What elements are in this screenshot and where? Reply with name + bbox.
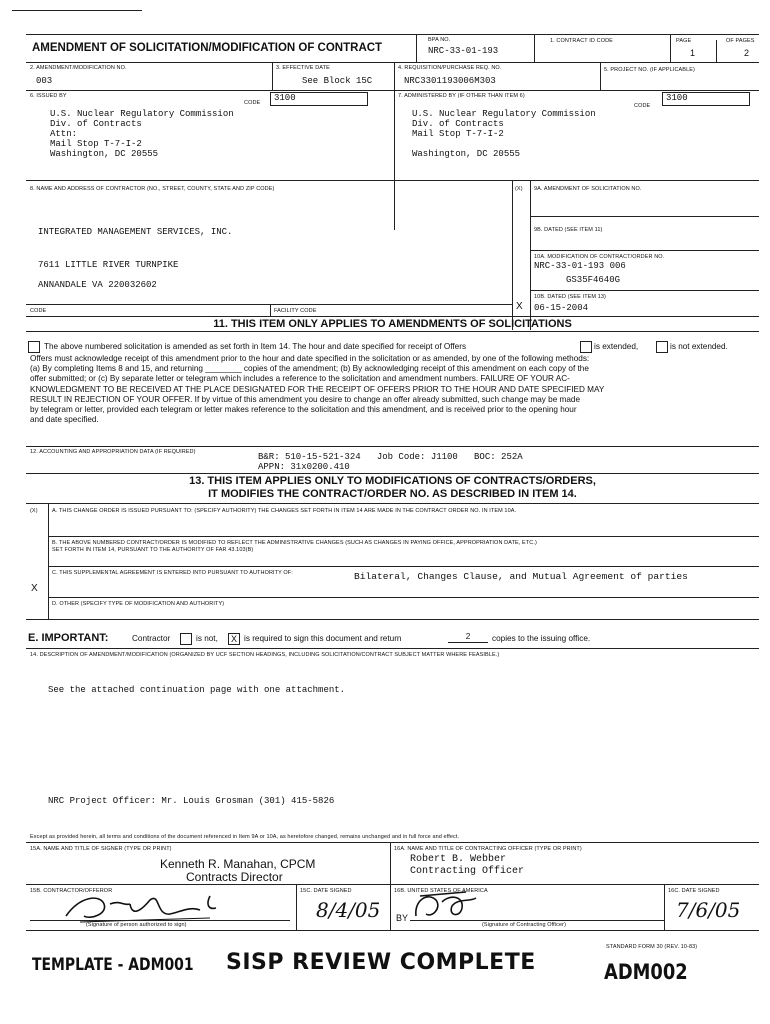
contractor-name: INTEGRATED MANAGEMENT SERVICES, INC. (38, 227, 233, 237)
10a-label: 10A. MODIFICATION OF CONTRACT/ORDER NO. (534, 254, 665, 260)
solicitation-checkbox[interactable] (28, 341, 40, 353)
16a-label: 16A. NAME AND TITLE OF CONTRACTING OFFICER (TYPE OR PRINT) (394, 846, 582, 852)
bpa-value: NRC-33-01-193 (428, 46, 499, 56)
9a-label: 9A. AMENDMENT OF SOLICITATION NO. (534, 186, 642, 192)
10b-value: 06-15-2004 (534, 303, 589, 313)
contract-id-label: 1. CONTRACT ID CODE (550, 38, 613, 44)
item13-c-mark: X (31, 583, 38, 594)
contractor-city: ANNANDALE VA 220032602 (38, 280, 157, 290)
important-required: is required to sign this document and return (244, 634, 402, 643)
16b-label: 16B. UNITED STATES OF AMERICA (394, 888, 488, 894)
is-required-checkbox[interactable]: X (228, 633, 240, 645)
15a-label: 15A. NAME AND TITLE OF SIGNER (TYPE OR PRINT) (30, 846, 172, 852)
item13-heading-2: IT MODIFIES THE CONTRACT/ORDER NO. AS DESCRIBED IN ITEM 14. (208, 488, 577, 500)
effective-date-label: 3. EFFECTIVE DATE (276, 65, 330, 71)
item14-text-2: NRC Project Officer: Mr. Louis Grosman (301) 415-5826 (48, 796, 335, 806)
item13-a: A. THIS CHANGE ORDER IS ISSUED PURSUANT TO: (SPECIFY AUTHORITY) THE CHANGES SET FORTH IN ITEM 14 ARE MADE IN THE CONTRACT ORDER NO. IN ITEM 10A. (52, 508, 517, 514)
item14-text-1: See the attached continuation page with one attachment. (48, 685, 346, 695)
bpa-label: BPA NO. (428, 37, 451, 43)
16b-by: BY (396, 913, 409, 923)
admin-code-label: CODE (634, 103, 651, 109)
page-label: PAGE (676, 38, 692, 44)
item12-line2: APPN: 31x0200.410 (258, 462, 350, 472)
item11-line1: The above numbered solicitation is amended as set forth in Item 14. The hour and date specified for receipt of Offers (44, 342, 467, 351)
top-rule (12, 10, 142, 11)
requisition-value: NRC3301193006M303 (404, 76, 496, 86)
important-is-not: is not, (196, 634, 218, 643)
10a-value-2: GS35F4640G (566, 275, 621, 285)
16b-caption: (Signature of Contracting Officer) (482, 922, 567, 928)
item12-line1: B&R: 510-15-521-324 Job Code: J1100 BOC: 252A (258, 452, 523, 462)
requisition-label: 4. REQUISITION/PURCHASE REQ. NO. (398, 65, 502, 71)
x-col-label: (X) (515, 186, 523, 192)
not-extended-label: is not extended. (670, 342, 728, 351)
important-tail: copies to the issuing office. (492, 634, 591, 643)
16c-label: 16C. DATE SIGNED (668, 888, 720, 894)
contractor-street: 7611 LITTLE RIVER TURNPIKE (38, 260, 179, 270)
except-clause: Except as provided herein, all terms and conditions of the document referenced in Item 9A or 10A, as heretofore changed, remains unchanged and in full force and effect. (30, 834, 460, 840)
item11-heading: 11. THIS ITEM ONLY APPLIES TO AMENDMENTS OF SOLICITATIONS (213, 318, 572, 330)
16a-name: Robert B. Webber (410, 854, 507, 865)
issued-code-value: 3100 (274, 93, 296, 103)
9b-label: 9B. DATED (SEE ITEM 11) (534, 227, 603, 233)
template-stamp: TEMPLATE - ADM001 (32, 955, 194, 975)
important-contractor: Contractor (132, 634, 171, 643)
item13-x-col: (X) (30, 508, 38, 514)
15c-label: 15C. DATE SIGNED (300, 888, 352, 894)
15b-label: 15B. CONTRACTOR/OFFEROR (30, 888, 113, 894)
of-pages-label: OF PAGES (726, 38, 755, 44)
issued-address: U.S. Nuclear Regulatory Commission Div. of Contracts Attn: Mail Stop T-7-I-2 Washington, DC 20555 (50, 109, 234, 159)
review-stamp: SISP REVIEW COMPLETE (226, 950, 536, 975)
project-no-label: 5. PROJECT NO. (IF APPLICABLE) (604, 67, 695, 73)
page-value: 1 (690, 48, 696, 58)
extended-label: is extended, (594, 342, 639, 351)
item13-c: C. THIS SUPPLEMENTAL AGREEMENT IS ENTERED INTO PURSUANT TO AUTHORITY OF: (52, 570, 293, 576)
is-not-checkbox[interactable] (180, 633, 192, 645)
important-copies: 2 (448, 632, 488, 643)
item12-label: 12. ACCOUNTING AND APPROPRIATION DATA (IF REQUIRED) (30, 449, 196, 455)
adm-stamp: ADM002 (604, 960, 688, 984)
15a-name: Kenneth R. Manahan, CPCM (160, 857, 316, 871)
contractor-code-label: CODE (30, 308, 47, 314)
amend-value: 003 (36, 76, 53, 86)
10a-value-1: NRC-33-01-193 006 (534, 261, 626, 271)
form-top-border (26, 34, 759, 35)
10b-label: 10B. DATED (SEE ITEM 13) (534, 294, 606, 300)
issued-by-label: 6. ISSUED BY (30, 93, 67, 99)
important-label: E. IMPORTANT: (28, 632, 109, 644)
item11-body: Offers must acknowledge receipt of this amendment prior to the hour and date specified in the solicitation or as amended, by one of the following methods: (a) By completing Items 8 and 15, and returning ________ copies of the amendment; (b) By acknowledging receipt of this amendment on each copy of the offer submitted; or (c) By separate letter or telegram which includes a reference to the solicitation and amendment numbers. FAILURE OF YOUR AC- KNOWLEDGMENT TO BE RECEIVED AT THE PLACE DESIGNATED FOR THE RECEIPT OF OFFERS PRIOR TO THE HOUR AND DATE SPECIFIED MAY RESULT IN REJECTION OF YOUR OFFER. If by virtue of this amendment you desire to change an offer already submitted, such change may be made by telegram or letter, provided each telegram or letter makes reference to the solicitation and this amendment, and is received prior to the opening hour and date specified. (30, 354, 605, 425)
item13-d: D. OTHER (SPECIFY TYPE OF MODIFICATION AND AUTHORITY) (52, 601, 225, 607)
of-pages-value: 2 (744, 48, 750, 58)
15b-caption: (Signature of person authorized to sign) (86, 922, 187, 928)
item13-c-value: Bilateral, Changes Clause, and Mutual Agreement of parties (354, 571, 688, 582)
extended-checkbox[interactable] (580, 341, 592, 353)
form-title: AMENDMENT OF SOLICITATION/MODIFICATION OF CONTRACT (32, 42, 383, 54)
effective-date-value: See Block 15C (302, 76, 373, 86)
contractor-label: 8. NAME AND ADDRESS OF CONTRACTOR (NO., STREET, COUNTY, STATE AND ZIP CODE) (30, 186, 275, 192)
item13-b-line1: B. THE ABOVE NUMBERED CONTRACT/ORDER IS MODIFIED TO REFLECT THE ADMINISTRATIVE CHANGES (SUCH AS CHANGES IN PAYING OFFICE, APPROPRIATION DATE, ETC.) (52, 540, 537, 546)
15c-value: 8/4/05 (316, 898, 381, 922)
not-extended-checkbox[interactable] (656, 341, 668, 353)
amend-label: 2. AMENDMENT/MODIFICATION NO. (30, 65, 127, 71)
item14-label: 14. DESCRIPTION OF AMENDMENT/MODIFICATION (ORGANIZED BY UCF SECTION HEADINGS, INCLUDING SOLICITATION/CONTRACT SUBJECT MATTER WHERE FEASIBLE.) (30, 652, 500, 658)
item13-heading-1: 13. THIS ITEM APPLIES ONLY TO MODIFICATIONS OF CONTRACTS/ORDERS, (189, 475, 596, 487)
issued-code-label: CODE (244, 100, 261, 106)
15a-title: Contracts Director (186, 870, 283, 884)
item13-b-line2: SET FORTH IN ITEM 14, PURSUANT TO THE AUTHORITY OF FAR 43.103(B) (52, 547, 254, 553)
administered-by-label: 7. ADMINISTERED BY (IF OTHER THAN ITEM 6) (398, 93, 525, 99)
10b-mark: X (516, 301, 523, 312)
admin-address: U.S. Nuclear Regulatory Commission Div. of Contracts Mail Stop T-7-I-2 Washington, DC 20555 (412, 109, 596, 159)
16c-value: 7/6/05 (676, 898, 741, 922)
facility-code-label: FACILITY CODE (274, 308, 317, 314)
standard-form-label: STANDARD FORM 30 (REV. 10-83) (606, 944, 698, 950)
admin-code-value: 3100 (666, 93, 688, 103)
16a-title: Contracting Officer (410, 866, 525, 877)
